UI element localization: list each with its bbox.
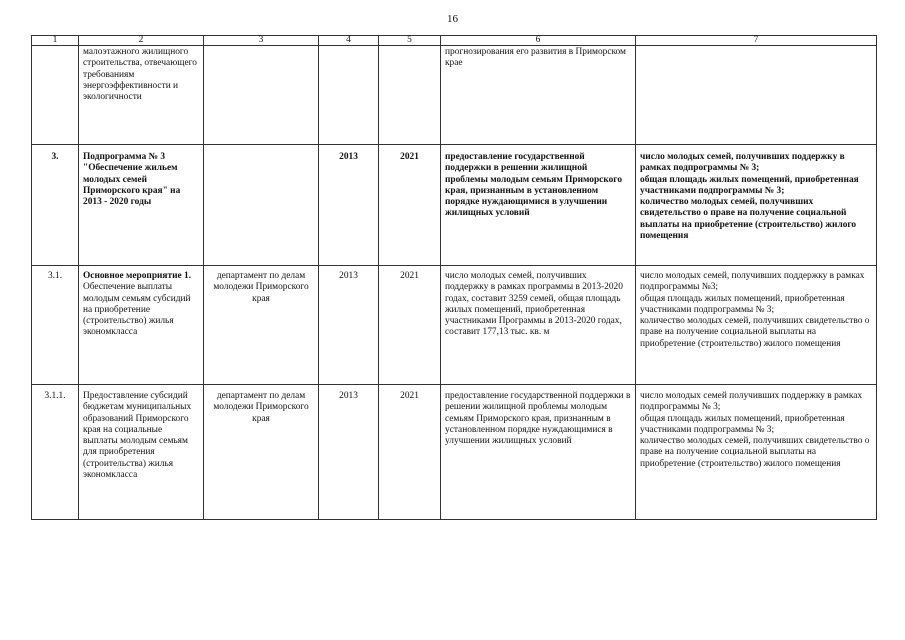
activity-name-bold: Основное мероприятие 1.: [83, 271, 192, 281]
column-header: 3: [204, 36, 319, 46]
row-number-cell: [32, 46, 79, 145]
program-table: [31, 35, 877, 520]
indicators-cell: число молодых семей, получивших поддержку в рамках подпрограммы № 3; общая площадь жилых помещений, приобретенная участниками подпрограммы № 3; количество молодых семей, получивших свидетельство о праве на получение социальной выплаты на приобретение (строительство) жилого помещения: [636, 145, 877, 266]
column-header: 4: [319, 36, 379, 46]
start-year-cell: 2013: [319, 266, 379, 385]
page-number: 16: [447, 13, 458, 25]
activity-name-cell: [79, 266, 204, 385]
expected-result-cell: предоставление государственной поддержки в решении жилищной проблемы молодым семьям Приморского края, признанным в установленном порядке нуждающимися в улучшении жилищных условий: [441, 385, 636, 520]
activity-name-text: Обеспечение выплаты молодым семьям субсидий на приобретение (строительство) жилья экономкласса: [83, 282, 191, 338]
end-year-cell: [379, 46, 441, 145]
row-number-cell: 3.: [32, 145, 79, 266]
start-year-cell: 2013: [319, 145, 379, 266]
table-row: [32, 266, 877, 385]
activity-name-cell: Предоставление субсидий бюджетам муниципальных образований Приморского края на социальные выплаты молодым семьям для приобретения (строительства) жилья экономкласса: [79, 385, 204, 520]
activity-name-cell: Подпрограмма № 3 "Обеспечение жильем молодых семей Приморского края" на 2013 - 2020 годы: [79, 145, 204, 266]
column-header: 2: [79, 36, 204, 46]
table-row: [32, 385, 877, 520]
activity-name-cell: малоэтажного жилищного строительства, отвечающего требованиям энергоэффективности и экологичности: [79, 46, 204, 145]
column-header: 6: [441, 36, 636, 46]
indicators-cell: число молодых семей получивших поддержку в рамках подпрограммы № 3; общая площадь жилых помещений, приобретенная участниками подпрограммы № 3; количество молодых семей, получивших свидетельство о праве на получение социальной выплаты на приобретение (строительство) жилого помещения: [636, 385, 877, 520]
executor-cell: [204, 46, 319, 145]
expected-result-cell: предоставление государственной поддержки в решении жилищной проблемы молодым семьям Приморского края, признанным в установленном порядке нуждающимися в улучшении жилищных условий: [441, 145, 636, 266]
executor-cell: департамент по делам молодежи Приморского края: [204, 385, 319, 520]
row-number-cell: 3.1.1.: [32, 385, 79, 520]
start-year-cell: [319, 46, 379, 145]
column-header: 1: [32, 36, 79, 46]
end-year-cell: 2021: [379, 145, 441, 266]
row-number-cell: 3.1.: [32, 266, 79, 385]
column-header: 7: [636, 36, 877, 46]
table-row: [32, 145, 877, 266]
executor-cell: департамент по делам молодежи Приморского края: [204, 266, 319, 385]
executor-cell: [204, 145, 319, 266]
end-year-cell: 2021: [379, 266, 441, 385]
expected-result-cell: число молодых семей, получивших поддержку в рамках программы в 2013-2020 годах, составит 3259 семей, общая площадь жилых помещений, приобретенная участниками Программы в 2013-2020 годах, составит 177,13 тыс. кв. м: [441, 266, 636, 385]
table-row: [32, 46, 877, 145]
indicators-cell: [636, 46, 877, 145]
expected-result-cell: прогнозирования его развития в Приморском крае: [441, 46, 636, 145]
start-year-cell: 2013: [319, 385, 379, 520]
column-header: 5: [379, 36, 441, 46]
table-header-row: [32, 36, 877, 46]
end-year-cell: 2021: [379, 385, 441, 520]
indicators-cell: число молодых семей, получивших поддержку в рамках подпрограммы №3; общая площадь жилых помещений, приобретенная участниками подпрограммы № 3; количество молодых семей, получивших свидетельство о праве на получение социальной выплаты на приобретение (строительство) жилого помещения: [636, 266, 877, 385]
